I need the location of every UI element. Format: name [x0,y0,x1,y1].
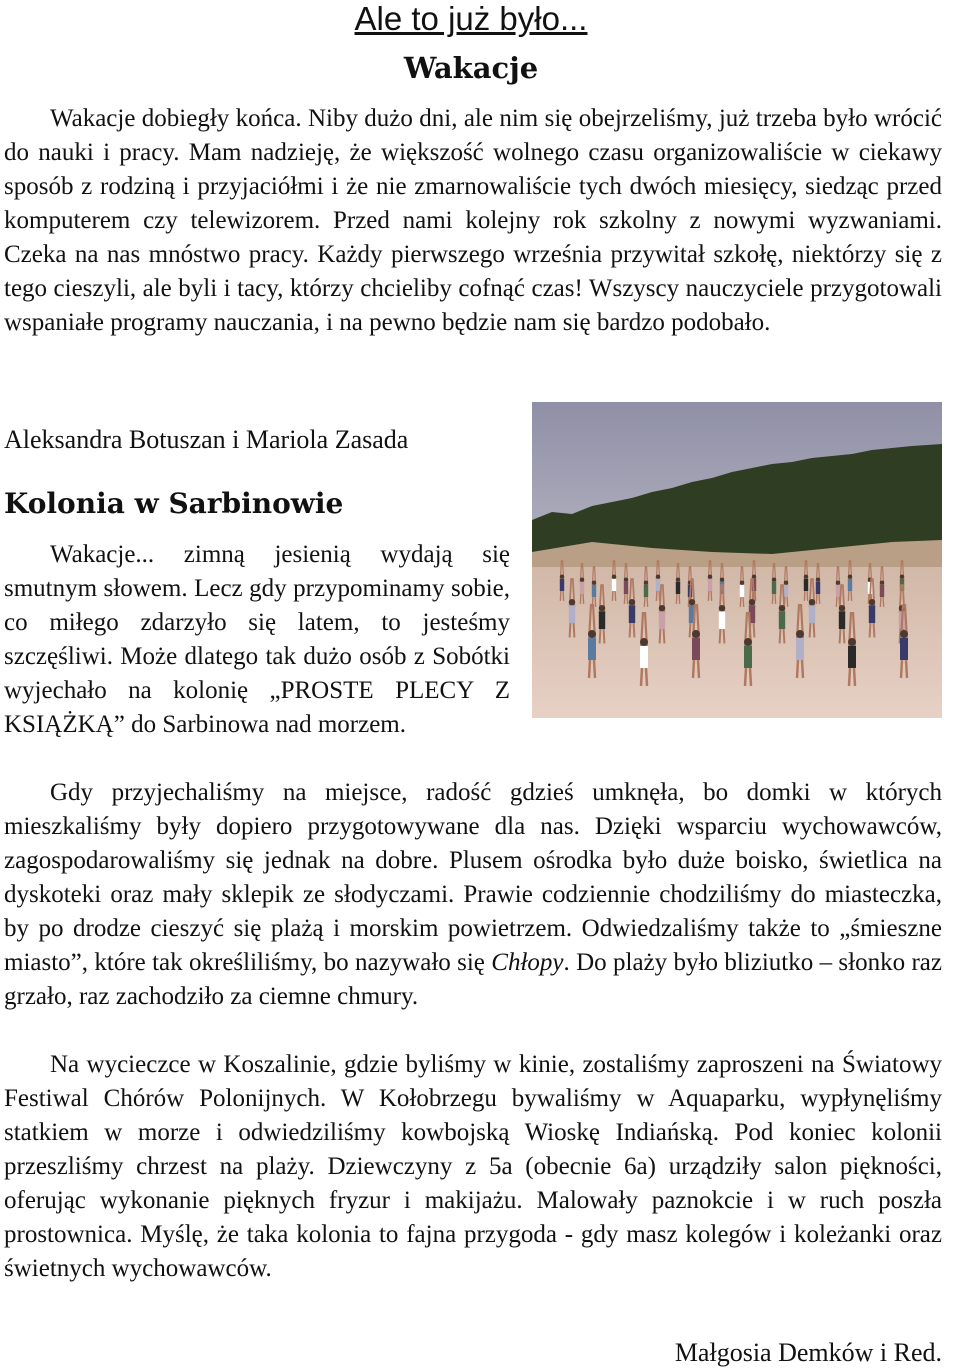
article-authors-wakacje: Aleksandra Botuszan i Mariola Zasada [4,425,409,454]
arrival-text: Gdy przyjechaliśmy na miejsce, radość gdzieś umknęła, bo domki w których mieszkaliśmy były dopiero przygotowywane dla nas. Dzięki wsparciu wychowawców, zagospodarowaliśmy się jednak na dobre. Plusem ośrodka było duże boisko, świetlica na dyskoteki oraz mały sklepik ze słodyczami. Prawie codziennie chodziliśmy do miasteczka, by po drodze cieszyć się plażą i morskim powietrzem. Odwiedzaliśmy także to „śmieszne miasto”, które tak określiliśmy, bo nazywało się [4,779,942,976]
article-paragraph-trips: Na wycieczce w Koszalinie, gdzie byliśmy w kinie, zostaliśmy zaproszeni na Światowy Festiwal Chórów Polonijnych. W Kołobrzegu bywaliśmy w Aquaparku, wypłynęliśmy statkiem w morze i odwiedziliśmy kowbojską Wioskę Indiańską. Pod koniec kolonii przeszliśmy chrzest na plaży. Dziewczyny z 5a (obecnie 6a) urządziły salon piękności, oferując wykonanie pięknych fryzur i makijażu. Malowały paznokcie i w ruch poszła prostownica. Myślę, że taka kolonia to fajna przygoda - gdy masz kolegów i koleżanki oraz świetnych wychowawców. [4,1051,942,1282]
article-authors-kolonia: Małgosia Demków i Red. [674,1338,942,1367]
town-name-italic: Chłopy [491,949,564,976]
article-paragraph-arrival [4,776,942,1014]
article-title-wakacje: Wakacje [403,51,539,85]
article-intro-kolonia: Wakacje... zimną jesienią wydają się smutnym słowem. Lecz gdy przypominamy sobie, co miłego zdarzyło się latem, to jesteśmy szczęśliwi. Może dlatego tak dużo osób z Sobótki wyjechało na kolonię „PROSTE PLECY Z KSIĄŻKĄ” do Sarbinowa nad morzem. [4,541,510,738]
article-title-kolonia: Kolonia w Sarbinowie [4,487,344,520]
arrival-text-end: . Do plaży było bliziutko – słonko raz grzało, raz zachodziło za ciemne chmury. [4,949,942,1010]
beach-exercise-photo [532,402,942,718]
beach-photo-graphic [532,402,942,718]
article-body-wakacje: Wakacje dobiegły końca. Niby dużo dni, ale nim się obejrzeliśmy, już trzeba było wrócić do nauki i pracy. Mam nadzieję, że większość wolnego czasu organizowaliście w ciekawy sposób z rodziną i przyjaciółmi i że nie zmarnowaliście tych dwóch miesięcy, siedząc przed komputerem czy telewizorem. Przed nami kolejny rok szkolny z nowymi wyzwaniami. Czeka na nas mnóstwo pracy. Każdy pierwszego września przywitał szkołę, niektórzy się z tego cieszyli, ale byli i tacy, którzy chcieliby cofnąć czas! Wszyscy nauczyciele przygotowali wspaniałe programy nauczania, i na pewno będzie nam się bardzo podobało. [4,105,942,336]
section-title: Ale to już było... [354,0,588,37]
